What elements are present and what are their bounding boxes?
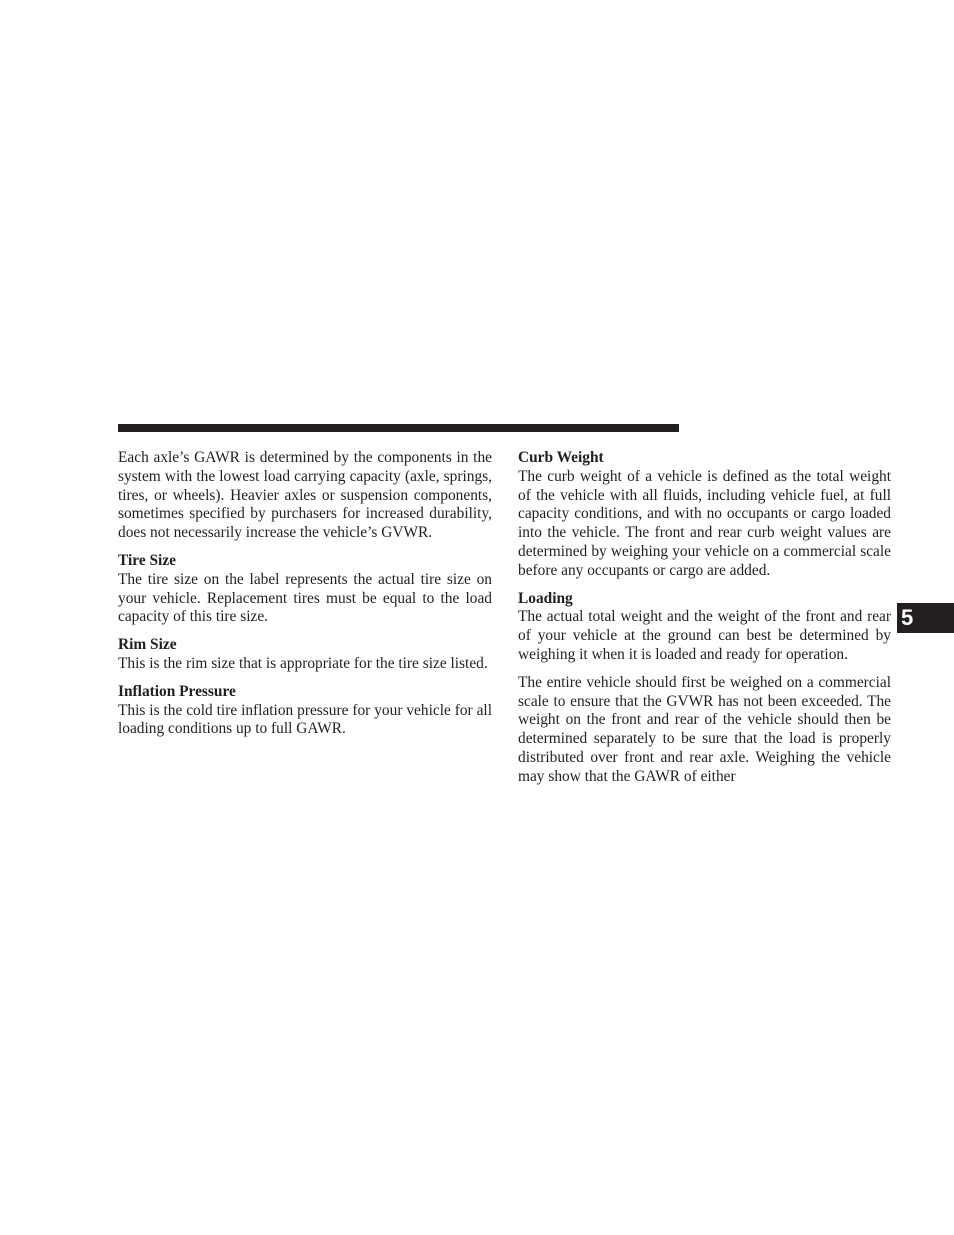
section-heading: Inflation Pressure — [118, 682, 236, 700]
section-curb-weight — [518, 449, 891, 581]
section-tire-size — [118, 552, 492, 627]
intro-paragraph: Each axle’s GAWR is determined by the components in the system with the lowest load carrying capacity (axle, springs, tires, or wheels). Heavier axles or suspension components, sometimes specified by purchasers for increased durability, does not necessarily increase the vehicle’s GVWR. — [118, 449, 492, 542]
section-text: The curb weight of a vehicle is defined as the total weight of the vehicle with all fluids, including vehicle fuel, at full capacity conditions, and with no occupants or cargo loaded into the vehicle. The front and rear curb weight values are determined by weighing your vehicle on a commercial scale before any occupants or cargo are added. — [518, 467, 891, 579]
section-heading: Rim Size — [118, 636, 177, 654]
loading-continued-paragraph: The entire vehicle should first be weighed on a commercial scale to ensure that the GVWR has not been exceeded. The weight on the front and rear of the vehicle should then be determined separately to be sure that the load is properly distributed over front and rear axle. Weighing the vehicle may show that the GAWR of either — [518, 673, 891, 785]
section-text: The actual total weight and the weight of the front and rear of your vehicle at the ground can best be determined by weighing it when it is loaded and ready for operation. — [518, 608, 891, 663]
section-loading — [518, 590, 891, 787]
section-rim-size — [118, 636, 492, 674]
section-inflation-pressure — [118, 683, 492, 739]
section-text: The tire size on the label represents the actual tire size on your vehicle. Replacement tires must be equal to the load capacity of this tire size. — [118, 570, 492, 626]
header-rule — [118, 424, 679, 432]
section-text: This is the rim size that is appropriate for the tire size listed. — [118, 654, 488, 672]
chapter-tab: 5 — [897, 603, 954, 633]
section-text: This is the cold tire inflation pressure for your vehicle for all loading conditions up to full GAWR. — [118, 701, 492, 738]
section-heading: Loading — [518, 589, 573, 607]
section-heading: Curb Weight — [518, 449, 604, 466]
section-heading: Tire Size — [118, 551, 176, 569]
left-column — [118, 449, 492, 748]
right-column — [518, 449, 891, 796]
